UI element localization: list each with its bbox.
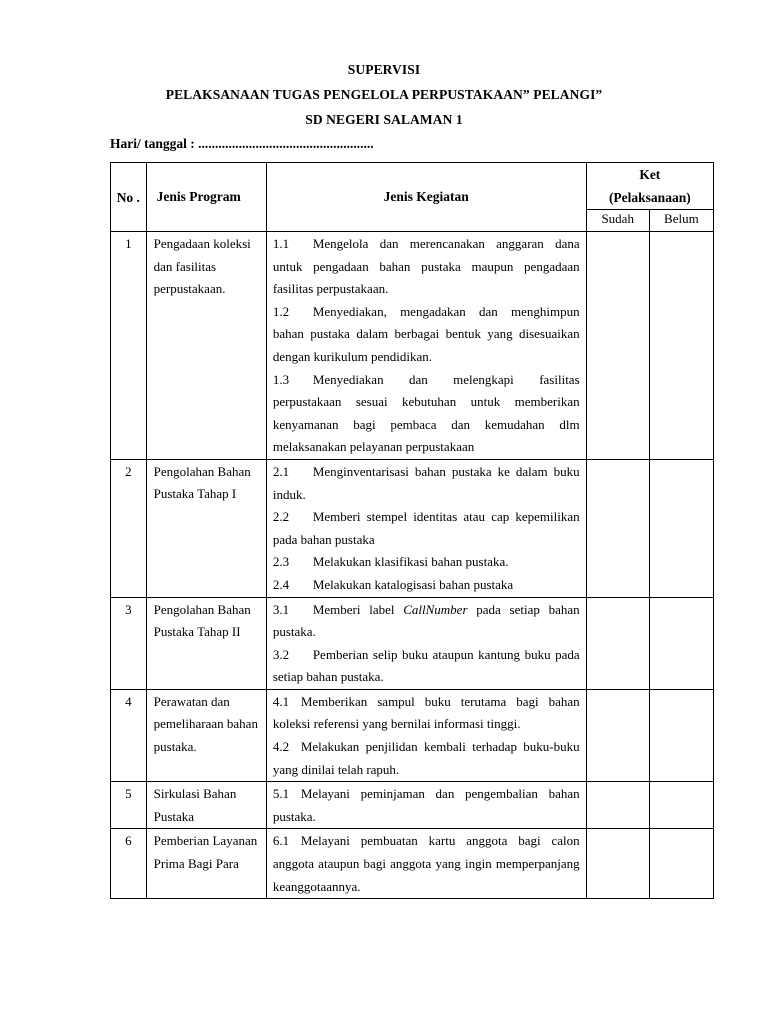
table-row — [111, 689, 714, 781]
activity-text: Menginventarisasi bahan pustaka ke dalam buku induk. — [272, 463, 580, 502]
table-row — [111, 829, 714, 899]
activity-number: 2.4 — [272, 576, 290, 592]
row-number: 5 — [111, 782, 147, 829]
belum-cell[interactable] — [649, 689, 713, 781]
header-ket — [586, 163, 713, 210]
program-name: Pemberian Layanan Prima Bagi Para — [146, 829, 266, 899]
activity-text: Memberi stempel identitas atau cap kepemilikan pada bahan pustaka — [272, 509, 580, 547]
header-kegiatan: Jenis Kegiatan — [266, 163, 586, 232]
activity-item — [273, 644, 580, 689]
activity-text: Melayani peminjaman dan pengembalian bahan pustaka. — [272, 786, 580, 824]
activity-item — [273, 599, 580, 644]
activity-list — [266, 232, 586, 460]
sudah-cell[interactable] — [586, 459, 649, 597]
activity-list — [266, 782, 586, 829]
date-line: Hari/ tanggal : .................................................... — [110, 136, 374, 151]
activity-item — [273, 301, 580, 369]
sudah-cell[interactable] — [586, 597, 649, 689]
activity-item — [273, 369, 580, 459]
header-program: Jenis Program — [146, 163, 266, 232]
activity-text: pada setiap bahan pustaka. — [272, 601, 580, 640]
table-row — [111, 232, 714, 460]
activity-text: Melakukan klasifikasi bahan pustaka. — [312, 554, 509, 570]
program-name: Perawatan dan pemeliharaan bahan pustaka. — [146, 689, 266, 781]
belum-cell[interactable] — [649, 232, 713, 460]
activity-list — [266, 829, 586, 899]
sudah-cell[interactable] — [586, 232, 649, 460]
supervision-table — [110, 162, 714, 899]
table-row — [111, 782, 714, 829]
activity-item — [273, 551, 580, 574]
header-sudah: Sudah — [586, 210, 649, 232]
row-number: 6 — [111, 829, 147, 899]
program-name: Pengolahan Bahan Pustaka Tahap II — [146, 597, 266, 689]
document-subtitle: PELAKSANAAN TUGAS PENGELOLA PERPUSTAKAAN” PELANGI” — [165, 87, 603, 102]
program-name: Sirkulasi Bahan Pustaka — [146, 782, 266, 829]
row-number: 4 — [111, 689, 147, 781]
activity-number: 2.3 — [272, 554, 290, 570]
activity-text: Memberikan sampul buku terutama bagi bahan koleksi referensi yang bernilai informasi tinggi. — [272, 693, 580, 732]
row-number: 3 — [111, 597, 147, 689]
activity-text: Menyediakan, mengadakan dan menghimpun bahan pustaka dalam berbagai bentuk yang disesuaikan dengan kurikulum pendidikan. — [272, 303, 580, 364]
activity-list — [266, 597, 586, 689]
activity-number: 3.2 — [272, 646, 290, 662]
activity-number: 4.1 — [272, 693, 290, 709]
activity-text: Pemberian selip buku ataupun kantung buku pada setiap bahan pustaka. — [272, 646, 580, 685]
activity-item — [273, 736, 580, 781]
row-number: 1 — [111, 232, 147, 460]
table-row — [111, 459, 714, 597]
activity-item — [273, 233, 580, 301]
belum-cell[interactable] — [649, 597, 713, 689]
activity-item — [273, 574, 580, 597]
header-pelaksanaan-label: (Pelaksanaan) — [608, 190, 691, 205]
activity-list — [266, 459, 586, 597]
activity-text: Menyediakan dan melengkapi fasilitas perpustakaan sesuai kebutuhan untuk memberikan kenyamanan bagi pembaca dan kemudahan dlm melaksanakan pelayanan perpustakaan — [272, 371, 580, 455]
activity-number: 5.1 — [272, 786, 290, 802]
activity-text: Melakukan penjilidan kembali terhadap buku-buku yang dinilai telah rapuh. — [272, 739, 580, 777]
row-number: 2 — [111, 459, 147, 597]
header-ket-label: Ket — [639, 167, 661, 182]
activity-number: 2.2 — [272, 509, 290, 525]
sudah-cell[interactable] — [586, 689, 649, 781]
program-name: Pengolahan Bahan Pustaka Tahap I — [146, 459, 266, 597]
activity-item — [273, 691, 580, 736]
sudah-cell[interactable] — [586, 782, 649, 829]
activity-number: 4.2 — [272, 739, 290, 755]
activity-text: Mengelola dan merencanakan anggaran dana untuk pengadaan bahan pustaka maupun pengadaan fasilitas perpustakaan. — [272, 236, 580, 297]
program-name: Pengadaan koleksi dan fasilitas perpustakaan. — [146, 232, 266, 460]
activity-item — [273, 783, 580, 828]
document-title: SUPERVISI — [347, 62, 421, 77]
activity-item — [273, 830, 580, 898]
activity-item — [273, 506, 580, 551]
activity-list — [266, 689, 586, 781]
header-belum: Belum — [649, 210, 713, 232]
belum-cell[interactable] — [649, 459, 713, 597]
activity-number: 2.1 — [272, 463, 290, 479]
activity-text: Melayani pembuatan kartu anggota bagi calon anggota ataupun bagi anggota yang ingin memperpanjang keanggotaannya. — [272, 833, 580, 894]
activity-text: Memberi label — [312, 601, 404, 617]
sudah-cell[interactable] — [586, 829, 649, 899]
school-name: SD NEGERI SALAMAN 1 — [305, 112, 463, 127]
activity-number: 6.1 — [272, 833, 290, 849]
activity-text: Melakukan katalogisasi bahan pustaka — [312, 576, 514, 592]
activity-number: 1.3 — [272, 371, 290, 387]
header-no: No . — [111, 163, 147, 232]
belum-cell[interactable] — [649, 782, 713, 829]
table-row — [111, 597, 714, 689]
activity-text-emphasis: CallNumber — [403, 601, 468, 617]
activity-number: 3.1 — [272, 601, 290, 617]
activity-item — [273, 461, 580, 506]
activity-number: 1.1 — [272, 236, 290, 251]
belum-cell[interactable] — [649, 829, 713, 899]
activity-number: 1.2 — [272, 303, 290, 319]
